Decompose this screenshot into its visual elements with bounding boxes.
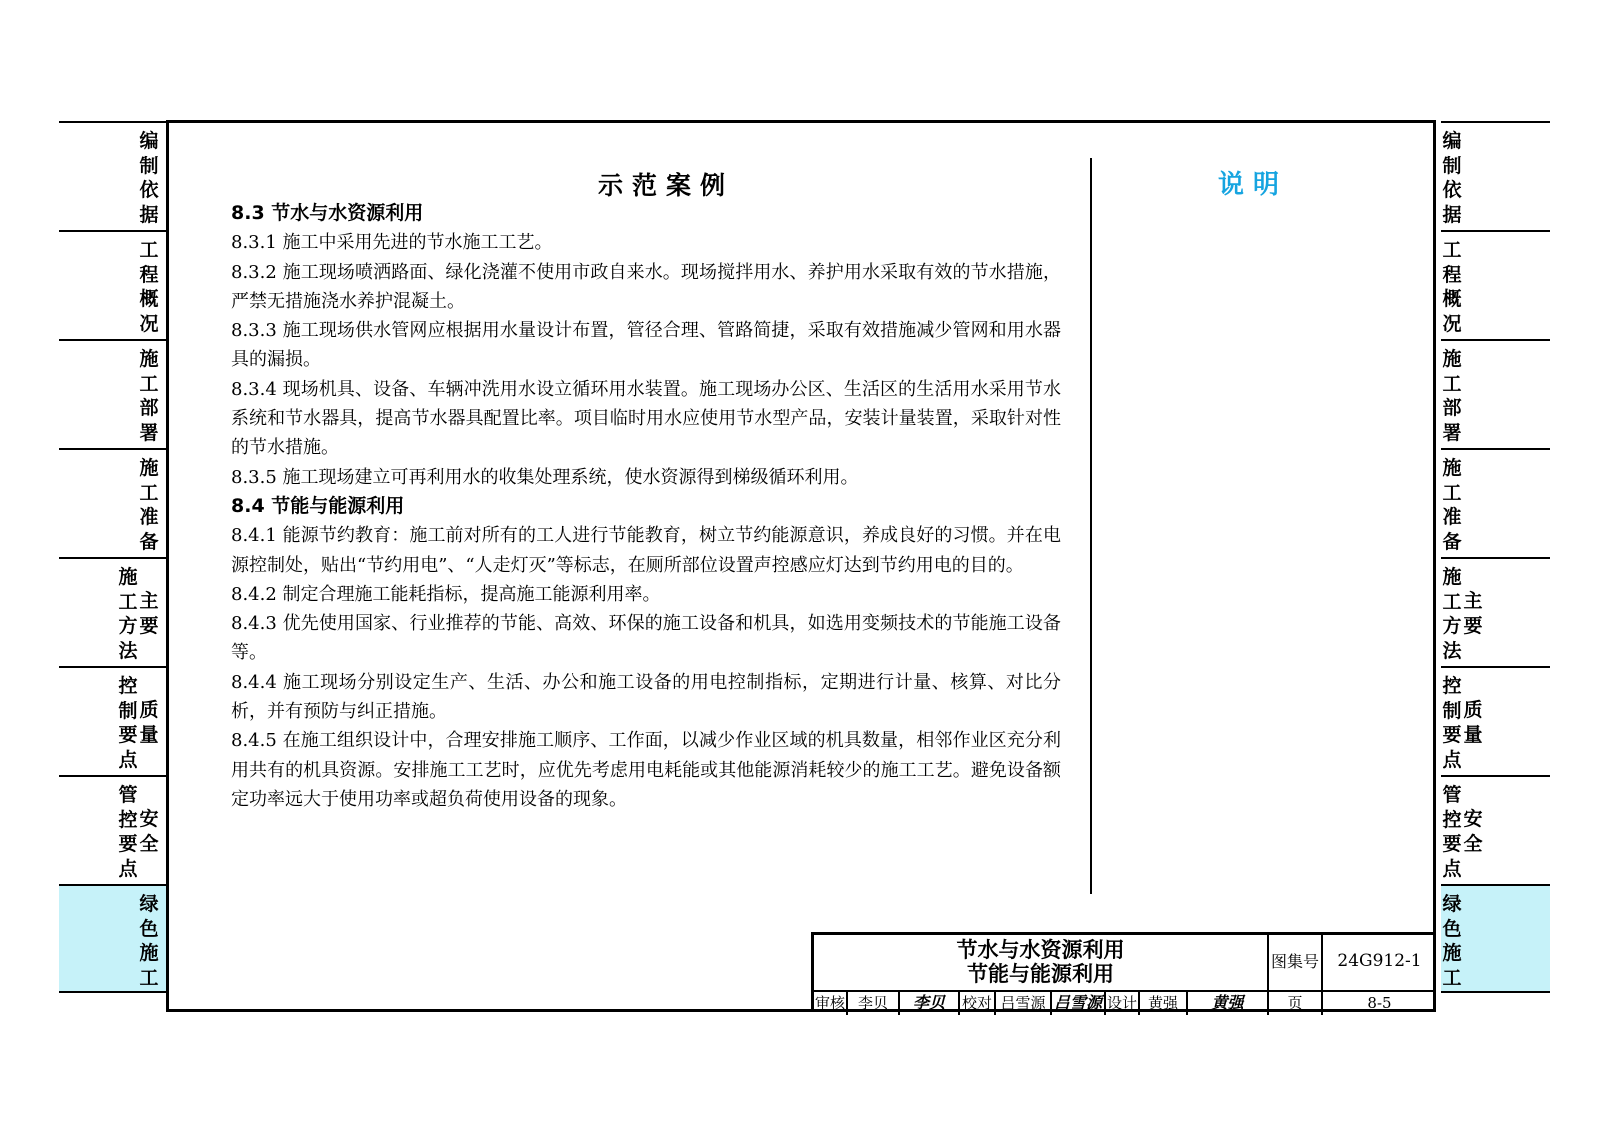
clause-8-4-4: 8.4.4 施工现场分别设定生产、生活、办公和施工设备的用电控制指标，定期进行计量、核算、对比分析，并有预防与纠正措施。 (231, 671, 1061, 723)
tab-label-sub: 施 工 方 法 (1442, 566, 1462, 662)
reviewer-name: 李贝 (848, 992, 900, 1015)
tab-safety[interactable] (1441, 775, 1550, 884)
tab-label-main: 安 全 (1463, 808, 1483, 855)
tab-label-main: 主 要 (139, 590, 159, 637)
tab-label: 绿 色 施 工 (1442, 893, 1462, 989)
tab-deployment[interactable] (59, 339, 168, 448)
tab-label: 绿 色 施 工 (139, 893, 159, 989)
clause-8-3-3: 8.3.3 施工现场供水管网应根据用水量设计布置，管径合理、管路简捷，采取有效措施减少管网和用水器具的漏损。 (231, 320, 1061, 371)
page-title: 示范案例 (597, 171, 734, 200)
atlas-number: 24G912-1 (1337, 951, 1422, 971)
tab-deployment[interactable] (1441, 339, 1550, 448)
tab-label: 施 工 部 署 (139, 348, 159, 444)
tab-label: 施 工 部 署 (1442, 348, 1462, 444)
tab-basis[interactable] (1441, 121, 1550, 230)
tab-label: 施 工 准 备 (139, 457, 159, 553)
drawing-title-line-1: 节水与水资源利用 (956, 938, 1125, 962)
clause-8-4-5: 8.4.5 在施工组织设计中，合理安排施工顺序、工作面，以减少作业区域的机具数量，相邻作业区充分利用共有的机具资源。安排施工工艺时，应优先考虑用电耗能或其他能源消耗较少的施工工艺。避免设备额定功率远大于使用功率或超负荷使用设备的现象。 (231, 730, 1061, 810)
page-number: 8-5 (1367, 994, 1392, 1012)
drawing-title (814, 935, 1269, 990)
designer-name: 黄强 (1140, 992, 1188, 1015)
tab-quality[interactable] (1441, 666, 1550, 775)
tab-label: 编 制 依 据 (1442, 130, 1462, 226)
tab-label-main: 质 量 (139, 699, 159, 746)
tab-label-main: 质 量 (1463, 699, 1483, 746)
tab-label-sub: 控 制 要 点 (1442, 675, 1462, 771)
title-block-signature-row (814, 992, 1436, 1015)
tab-preparation[interactable] (1441, 448, 1550, 557)
tab-methods[interactable] (59, 557, 168, 666)
tab-green-construction[interactable] (1441, 884, 1550, 993)
design-label: 设计 (1106, 992, 1140, 1015)
atlas-number-label: 图集号 (1269, 935, 1323, 990)
tab-label: 施 工 准 备 (1442, 457, 1462, 553)
tab-label-sub: 管 控 要 点 (118, 784, 138, 880)
tab-label: 工 程 概 况 (1442, 239, 1462, 335)
tab-label-sub: 管 控 要 点 (1442, 784, 1462, 880)
tab-label-sub: 控 制 要 点 (118, 675, 138, 771)
tab-basis[interactable] (59, 121, 168, 230)
clause-8-3-5: 8.3.5 施工现场建立可再利用水的收集处理系统，使水资源得到梯级循环利用。 (231, 466, 859, 488)
column-divider (1090, 158, 1092, 894)
clause-8-4-1: 8.4.1 能源节约教育：施工前对所有的工人进行节能教育，树立节约能源意识，养成良好的习惯。并在电源控制处，贴出“节约用电”、“人走灯灭”等标志，在厕所部位设置声控感应灯达到节约用电的目的。 (231, 525, 1061, 576)
tab-quality[interactable] (59, 666, 168, 775)
document-body (231, 199, 1061, 814)
check-label: 校对 (960, 992, 996, 1015)
section-heading-8-4: 8.4 节能与能源利用 (231, 494, 405, 517)
tab-label: 工 程 概 况 (139, 239, 159, 335)
clause-8-3-4: 8.3.4 现场机具、设备、车辆冲洗用水设立循环用水装置。施工现场办公区、生活区的生活用水采用节水系统和节水器具，提高节水器具配置比率。项目临时用水应使用节水型产品，安装计量装置，采取针对性的节水措施。 (231, 378, 1061, 459)
tab-safety[interactable] (59, 775, 168, 884)
notes-title: 说明 (1217, 170, 1288, 200)
checker-signature: 吕雪源 (1052, 992, 1106, 1015)
clause-8-3-2: 8.3.2 施工现场喷洒路面、绿化浇灌不使用市政自来水。现场搅拌用水、养护用水采取有效的节水措施，严禁无措施浇水养护混凝土。 (231, 261, 1061, 312)
drawing-title-line-2: 节能与能源利用 (967, 962, 1114, 986)
title-block (811, 932, 1436, 1012)
tab-methods[interactable] (1441, 557, 1550, 666)
clause-8-3-1: 8.3.1 施工中采用先进的节水施工工艺。 (231, 232, 553, 254)
checker-name: 吕雪源 (996, 992, 1052, 1015)
tab-green-construction[interactable] (59, 884, 168, 993)
clause-8-4-2: 8.4.2 制定合理施工能耗指标，提高施工能源利用率。 (231, 583, 661, 605)
page-label: 页 (1269, 992, 1323, 1015)
title-block-top-row (814, 935, 1436, 992)
clause-8-4-3: 8.4.3 优先使用国家、行业推荐的节能、高效、环保的施工设备和机具，如选用变频技术的节能施工设备等。 (231, 613, 1061, 664)
tab-preparation[interactable] (59, 448, 168, 557)
tab-label-main: 主 要 (1463, 590, 1483, 637)
tab-overview[interactable] (1441, 230, 1550, 339)
tab-label-main: 安 全 (139, 808, 159, 855)
review-label: 审核 (814, 992, 848, 1015)
designer-signature: 黄强 (1188, 992, 1269, 1015)
reviewer-signature: 李贝 (900, 992, 960, 1015)
section-heading-8-3: 8.3 节水与水资源利用 (231, 202, 424, 224)
tab-overview[interactable] (59, 230, 168, 339)
tab-label: 编 制 依 据 (139, 130, 159, 226)
tab-label-sub: 施 工 方 法 (118, 566, 138, 662)
